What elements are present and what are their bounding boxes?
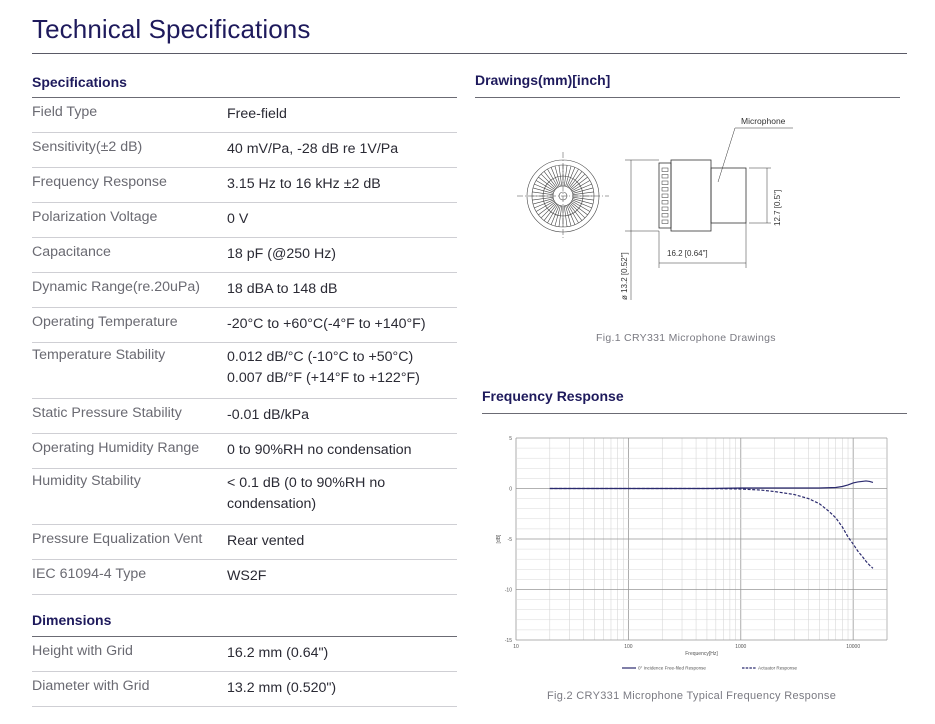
spec-row xyxy=(32,343,457,399)
title-divider xyxy=(32,53,907,54)
spec-value: WS2F xyxy=(227,568,267,584)
spec-row xyxy=(32,434,457,469)
page-title: Technical Specifications xyxy=(32,14,311,44)
spec-value: -20°C to +60°C(-4°F to +140°F) xyxy=(227,316,426,332)
specifications-table xyxy=(32,66,457,707)
spec-value xyxy=(227,469,457,524)
legend-entry: 0° Incidence Free-filed Response xyxy=(638,665,706,671)
spec-label: Humidity Stability xyxy=(32,473,141,489)
x-tick-label: 10000 xyxy=(846,644,861,650)
spec-label: Capacitance xyxy=(32,244,111,260)
spec-row xyxy=(32,133,457,168)
spec-label: Pressure Equalization Vent xyxy=(32,531,203,547)
y-tick-label: 0 xyxy=(509,486,512,493)
spec-label: Field Type xyxy=(32,104,98,120)
spec-label: Operating Humidity Range xyxy=(32,440,200,456)
dimension-row xyxy=(32,637,457,672)
spec-value: Free-field xyxy=(227,106,287,122)
y-tick-label: -15 xyxy=(504,637,512,644)
spec-label: Sensitivity(±2 dB) xyxy=(32,139,143,155)
spec-row xyxy=(32,168,457,203)
grid-slot xyxy=(662,220,668,224)
grid-spoke xyxy=(541,203,556,218)
spec-value-line: < 0.1 dB (0 to 90%RH no xyxy=(227,475,386,491)
dimensions-heading: Dimensions xyxy=(32,595,457,637)
spec-value: 0 V xyxy=(227,211,249,227)
callout-label: Microphone xyxy=(741,116,786,126)
x-tick-label: 10 xyxy=(513,644,519,650)
y-tick-label: 5 xyxy=(509,435,512,442)
dimension-value: 16.2 mm (0.64") xyxy=(227,645,329,661)
frequency-response-divider xyxy=(482,413,907,414)
front-view xyxy=(517,152,609,240)
spec-row xyxy=(32,560,457,595)
grid-slot xyxy=(662,175,668,179)
frequency-response-caption: Fig.2 CRY331 Microphone Typical Frequency Response xyxy=(547,690,837,702)
chart-series xyxy=(550,481,873,568)
grid-slot xyxy=(662,207,668,211)
y-tick-label: -10 xyxy=(504,587,512,594)
series-line-0 xyxy=(550,481,873,489)
spec-value-line: 0.012 dB/°C (-10°C to +50°C) xyxy=(227,349,414,365)
spec-row xyxy=(32,525,457,560)
spec-value: -0.01 dB/kPa xyxy=(227,407,310,423)
spec-row xyxy=(32,308,457,343)
spec-row xyxy=(32,469,457,525)
dimension-label: Diameter with Grid xyxy=(32,678,150,694)
frequency-response-heading: Frequency Response xyxy=(482,388,624,404)
spec-row xyxy=(32,399,457,434)
drawings-heading: Drawings(mm)[inch] xyxy=(475,72,611,88)
dimension-value: 13.2 mm (0.520") xyxy=(227,680,337,696)
specifications-heading: Specifications xyxy=(32,66,457,98)
spec-value-line: condensation) xyxy=(227,496,317,512)
spec-value: 18 pF (@250 Hz) xyxy=(227,246,337,262)
grid-spoke xyxy=(570,203,585,218)
x-tick-label: 1000 xyxy=(735,644,747,650)
chart-legend xyxy=(622,666,798,671)
spec-label: Frequency Response xyxy=(32,174,167,190)
grid-slot xyxy=(662,168,668,172)
x-tick-label: 100 xyxy=(624,644,633,650)
grid-slot xyxy=(662,194,668,198)
spec-value: 0 to 90%RH no condensation xyxy=(227,442,412,458)
grid-spoke xyxy=(570,174,585,189)
grid-spoke xyxy=(541,174,556,189)
spec-value: 18 dBA to 148 dB xyxy=(227,281,338,297)
dimension-row xyxy=(32,672,457,707)
dimension-label: Height with Grid xyxy=(32,643,133,659)
spec-value: Rear vented xyxy=(227,533,305,549)
spec-value: 3.15 Hz to 16 kHz ±2 dB xyxy=(227,176,381,192)
grid-slot xyxy=(662,181,668,185)
spec-value: 40 mV/Pa, -28 dB re 1V/Pa xyxy=(227,141,399,157)
side-view xyxy=(625,128,793,300)
height-dimension: 12.7 [0.5"] xyxy=(773,189,782,226)
spec-label: Temperature Stability xyxy=(32,347,166,363)
diameter-dimension: ø 13.2 [0.52"] xyxy=(620,252,629,300)
grid-slot xyxy=(662,214,668,218)
legend-entry: Actuator Response xyxy=(758,665,798,671)
y-tick-label: -5 xyxy=(507,536,512,543)
drawings-caption: Fig.1 CRY331 Microphone Drawings xyxy=(596,332,776,344)
spec-row xyxy=(32,98,457,133)
spec-row xyxy=(32,238,457,273)
spec-label: Dynamic Range(re.20uPa) xyxy=(32,279,200,295)
spec-label: Operating Temperature xyxy=(32,314,178,330)
spec-value-line: 0.007 dB/°F (+14°F to +122°F) xyxy=(227,370,420,386)
spec-label: IEC 61094-4 Type xyxy=(32,566,147,582)
chart-grid xyxy=(516,438,887,640)
grid-slot xyxy=(662,188,668,192)
spec-label: Static Pressure Stability xyxy=(32,405,182,421)
series-line-1 xyxy=(550,489,873,569)
spec-row xyxy=(32,203,457,238)
chart-ticks xyxy=(505,436,861,650)
spec-label: Polarization Voltage xyxy=(32,209,158,225)
frequency-response-chart xyxy=(480,420,905,682)
y-axis-label: [dB] xyxy=(496,534,502,544)
length-dimension: 16.2 [0.64"] xyxy=(667,249,708,258)
grid-slot xyxy=(662,201,668,205)
spec-value xyxy=(227,343,457,398)
drawings-divider xyxy=(475,97,900,98)
microphone-drawing xyxy=(475,100,905,325)
spec-row xyxy=(32,273,457,308)
x-axis-label: Frequency[Hz] xyxy=(685,651,718,657)
